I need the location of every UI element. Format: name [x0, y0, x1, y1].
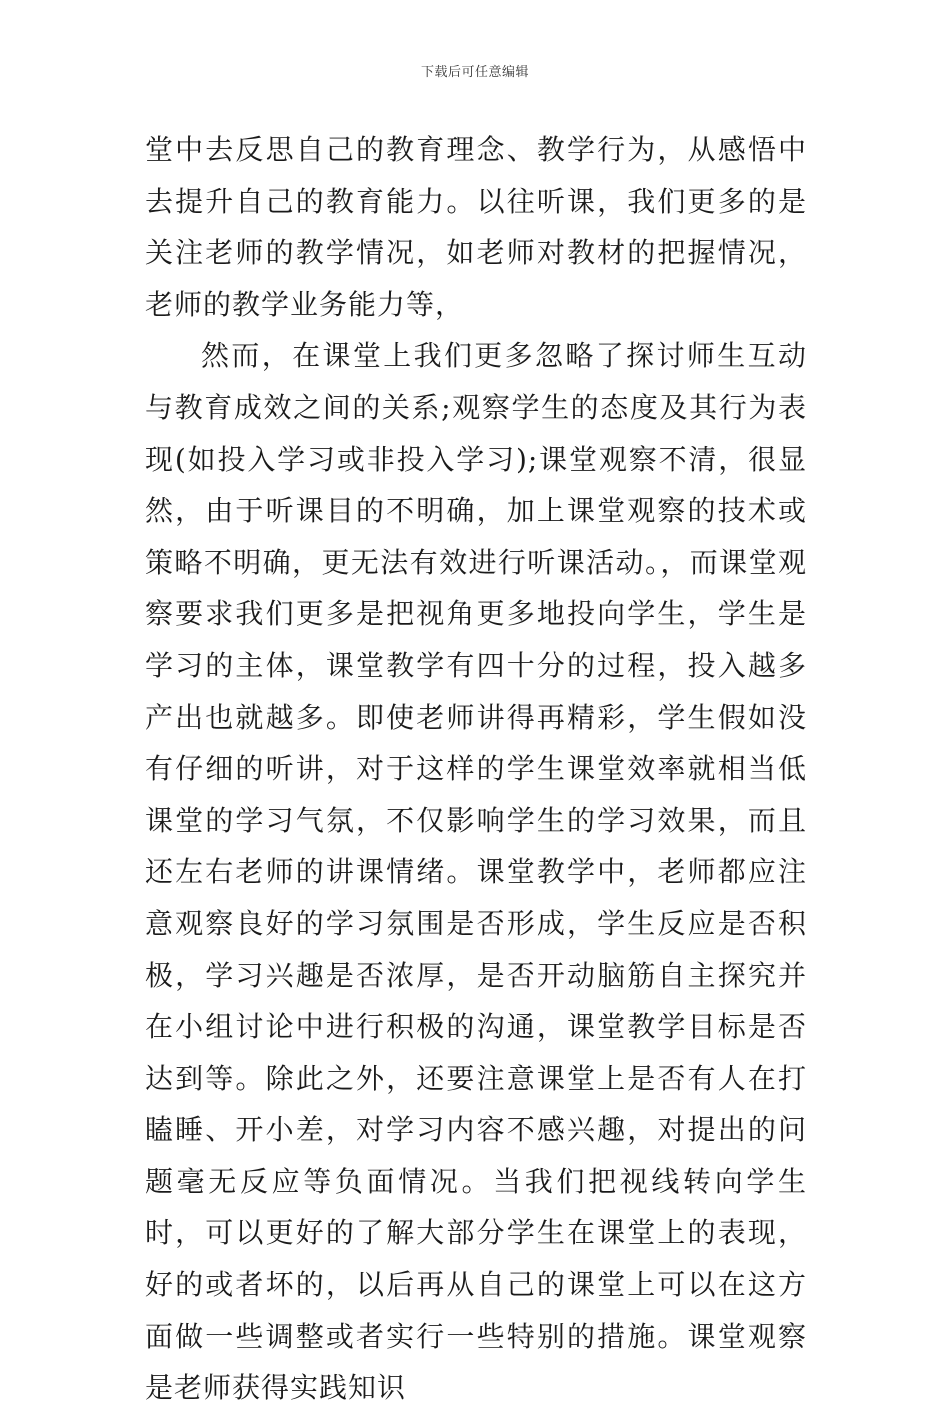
paragraph: 然而，在课堂上我们更多忽略了探讨师生互动与教育成效之间的关系;观察学生的态度及其行为表现(如投入学习或非投入学习);课堂观察不清，很显然，由于听课目的不明确，加上课堂观察的技术或策略不明确，更无法有效进行听课活动。，而课堂观察要求我们更多是把视角更多地投向学生，学生是学习的主体，课堂教学有四十分的过程，投入越多产出也就越多。即使老师讲得再精彩，学生假如没有仔细的听讲，对于这样的学生课堂效率就相当低课堂的学习气氛，不仅影响学生的学习效果，而且还左右老师的讲课情绪。课堂教学中，老师都应注意观察良好的学习氛围是否形成，学生反应是否积极，学习兴趣是否浓厚，是否开动脑筋自主探究并在小组讨论中进行积极的沟通，课堂教学目标是否达到等。除此之外，还要注意课堂上是否有人在打瞌睡、开小差，对学习内容不感兴趣，对提出的问题毫无反应等负面情况。当我们把视线转向学生时，可以更好的了解大部分学生在课堂上的表现，好的或者坏的，以后再从自己的课堂上可以在这方面做一些调整或者实行一些特别的措施。课堂观察是老师获得实践知识	[145, 339, 807, 1405]
document-body	[145, 124, 807, 1414]
paragraph-continued: 堂中去反思自己的教育理念、教学行为，从感悟中去提升自己的教育能力。以往听课，我们更多的是关注老师的教学情况，如老师对教材的把握情况，老师的教学业务能力等，	[145, 133, 807, 321]
page-header: 下载后可任意编辑	[420, 65, 529, 80]
